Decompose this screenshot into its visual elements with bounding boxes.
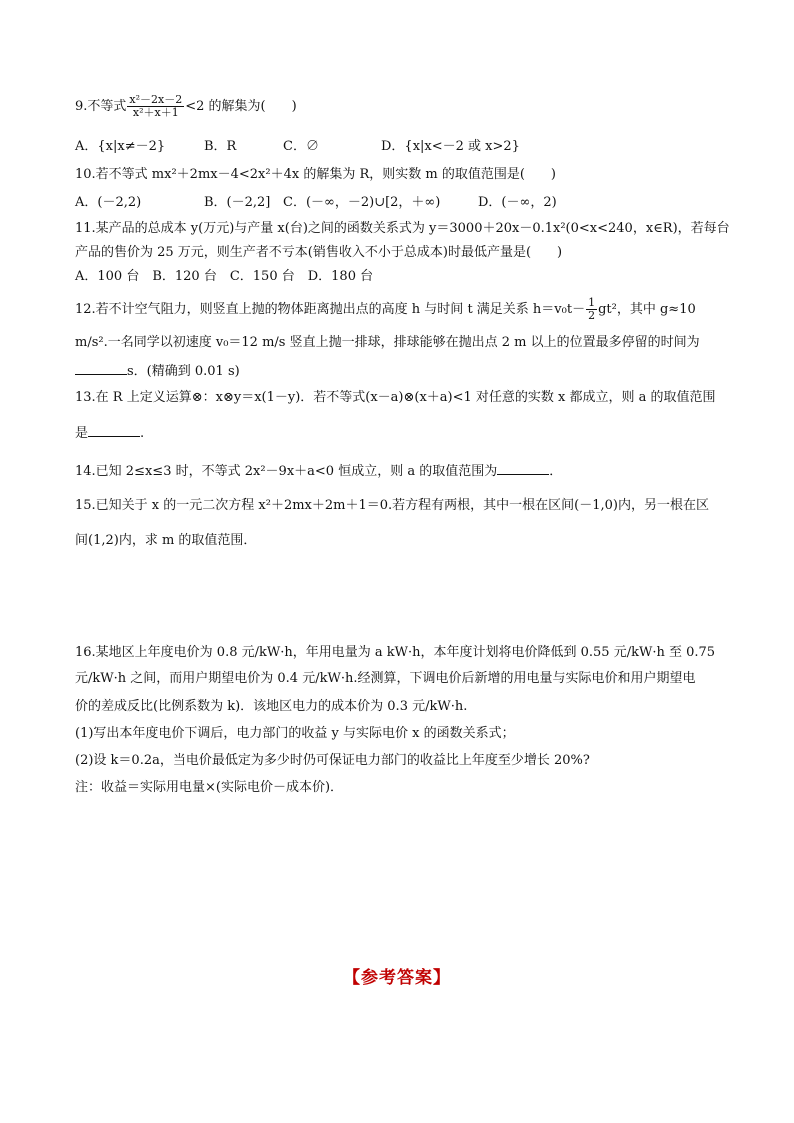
q9-suffix: <2 的解集为( ): [185, 99, 297, 114]
q10-stem: 10.若不等式 mx²＋2mx－4<2x²＋4x 的解集为 R，则实数 m 的取值范围是( ): [75, 167, 556, 182]
q11-line-2: 产品的售价为 25 万元，则生产者不亏本(销售收入不小于总成本)时最低产量是( ): [75, 245, 563, 260]
q14-prefix: 14.已知 2≤x≤3 时，不等式 2x²－9x＋a<0 恒成立，则 a 的取值范围为: [75, 464, 498, 479]
q9-fraction-numerator: x²－2x－2: [129, 93, 183, 106]
q12-fraction-denominator: 2: [588, 309, 596, 322]
q13-line-2-suffix: .: [140, 426, 145, 441]
q15-line-1: 15.已知关于 x 的一元二次方程 x²＋2mx＋2m＋1＝0.若方程有两根，其中一根在区间(－1,0)内，另一根在区: [75, 498, 709, 513]
q12-line-1-start: 12.若不计空气阻力，则竖直上抛的物体距离抛出点的高度 h 与时间 t 满足关系 h＝v₀t－: [75, 302, 586, 317]
q16-line-3: 价的差成反比(比例系数为 k)．该地区电力的成本价为 0.3 元/kW·h.: [75, 699, 468, 714]
q9-option-a: A．{x|x≠－2}: [75, 139, 166, 154]
q12-line-3-text: s．(精确到 0.01 s): [127, 364, 240, 379]
q12-line-3: [75, 362, 240, 381]
q9-option-c: C．∅: [283, 139, 319, 154]
q14-line: [75, 462, 562, 481]
q13-answer-blank[interactable]: [88, 424, 140, 437]
q16-line-2: 元/kW·h 之间，而用户期望电价为 0.4 元/kW·h.经测算，下调电价后新增的用电量与实际电价和用户期望电: [75, 671, 696, 686]
q10-option-c: C．(－∞，－2)∪[2，＋∞): [283, 195, 441, 210]
q13-line-2: [75, 424, 144, 443]
q9-fraction-denominator: x²＋x＋1: [132, 106, 179, 119]
q13-line-1: 13.在 R 上定义运算⊗：x⊗y＝x(1－y)．若不等式(x－a)⊗(x＋a)<1 对任意的实数 x 都成立，则 a 的取值范围: [75, 390, 716, 405]
q10-option-d: D．(－∞，2): [478, 195, 557, 210]
answer-heading: 【参考答案】: [343, 968, 451, 988]
q9-option-b: B．R: [204, 139, 237, 154]
q16-line-1: 16.某地区上年度电价为 0.8 元/kW·h，年用电量为 a kW·h，本年度计划将电价降低到 0.55 元/kW·h 至 0.75: [75, 645, 716, 660]
q9-prefix: 9.不等式: [75, 99, 127, 114]
q13-line-2-prefix: 是: [75, 426, 89, 441]
q12-line-1-end: gt²，其中 g≈10: [598, 302, 696, 317]
q14-answer-blank[interactable]: [497, 462, 549, 475]
q9-stem: [75, 94, 297, 119]
q12-fraction: [586, 297, 597, 322]
q10-option-b: B．(－2,2]: [204, 195, 271, 210]
q16-subquestion-2: (2)设 k＝0.2a，当电价最低定为多少时仍可保证电力部门的收益比上年度至少增长 20%?: [75, 753, 590, 768]
q15-line-2: 间(1,2)内，求 m 的取值范围．: [75, 533, 257, 548]
q9-fraction: [127, 94, 184, 119]
q10-option-a: A．(－2,2): [75, 195, 142, 210]
q12-answer-blank[interactable]: [75, 362, 127, 375]
q12-line-1: [75, 297, 696, 322]
q11-options: A．100 台 B．120 台 C．150 台 D．180 台: [75, 269, 374, 284]
q16-subquestion-1: (1)写出本年度电价下调后，电力部门的收益 y 与实际电价 x 的函数关系式；: [75, 726, 515, 741]
q12-fraction-numerator: 1: [588, 296, 596, 309]
q9-option-d: D．{x|x<－2 或 x>2}: [381, 139, 520, 154]
q11-line-1: 11.某产品的总成本 y(万元)与产量 x(台)之间的函数关系式为 y＝3000＋20x－0.1x²(0<x<240，x∈R)，若每台: [75, 221, 730, 236]
q14-suffix: ．: [549, 464, 563, 479]
q16-note: 注：收益＝实际用电量×(实际电价－成本价)．: [75, 780, 344, 795]
q12-line-2: m/s².一名同学以初速度 v₀＝12 m/s 竖直上抛一排球，排球能够在抛出点 2 m 以上的位置最多停留的时间为: [75, 335, 700, 350]
